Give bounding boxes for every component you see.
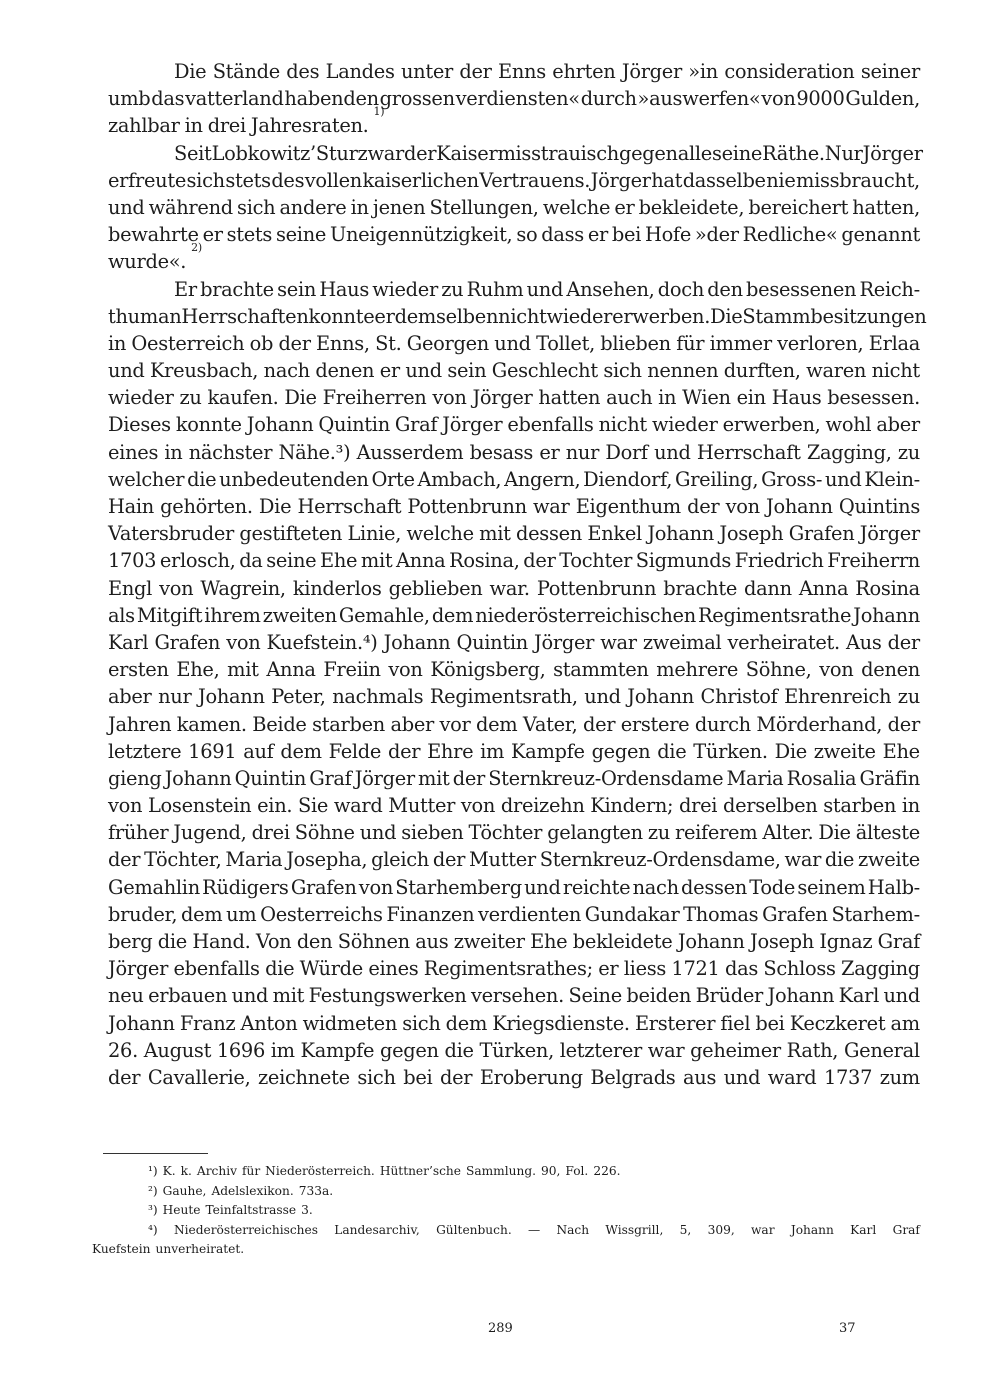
text-line: 26. August 1696 im Kampfe gegen die Türken, letzterer war geheimer Rath, General	[108, 1038, 920, 1062]
footnote-separator	[103, 1153, 208, 1154]
text-line: als Mitgift ihrem zweiten Gemahle, dem niederösterreichischen Regimentsrathe Johann	[108, 603, 920, 627]
text-line: eines in nächster Nähe.³) Ausserdem besass er nur Dorf und Herrschaft Zagging, zu	[108, 440, 920, 464]
text-line: in Oesterreich ob der Enns, St. Georgen und Tollet, blieben für immer verloren, Erlaa	[108, 331, 920, 355]
text-line: Dieses konnte Johann Quintin Graf Jörger ebenfalls nicht wieder erwerben, wohl aber	[108, 413, 920, 437]
text-line: von Losenstein ein. Sie ward Mutter von dreizehn Kindern; drei derselben starben in	[108, 794, 920, 818]
text-line: der Töchter, Maria Josepha, gleich der Mutter Sternkreuz-Ordensdame, war die zweite	[108, 848, 920, 872]
text-line: umb das vatterland habenden grossen verdiensten« durch »auswerfen« von 9000 Gulden,	[108, 87, 920, 111]
text-line: früher Jugend, drei Söhne und sieben Töchter gelangten zu reiferem Alter. Die älteste	[108, 821, 920, 845]
text-line: Seit Lobkowitz’ Sturz war der Kaiser misstrauisch gegen alle seine Räthe. Nur Jörger	[174, 141, 923, 165]
footnote: Kuefstein unverheiratet.	[92, 1242, 245, 1256]
text-line: Vatersbruder gestifteten Linie, welche mit dessen Enkel Johann Joseph Grafen Jörger	[108, 522, 920, 546]
text-line: berg die Hand. Von den Söhnen aus zweiter Ehe bekleidete Johann Joseph Ignaz Graf	[108, 930, 920, 953]
text-line: Engl von Wagrein, kinderlos geblieben war. Pottenbrunn brachte dann Anna Rosina	[108, 576, 920, 600]
text-line: Er brachte sein Haus wieder zu Ruhm und Ansehen, doch den besessenen Reich-	[174, 277, 920, 301]
text-line: wurde«. 2)	[108, 248, 920, 275]
footnote-marker: 1)	[373, 105, 385, 119]
text-line: der Cavallerie, zeichnete sich bei der Eroberung Belgrads aus und ward 1737 zum	[108, 1065, 920, 1089]
footnote-marker: 2)	[191, 241, 202, 255]
text-line: letztere 1691 auf dem Felde der Ehre im Kampfe gegen die Türken. Die zweite Ehe	[108, 739, 920, 763]
text-line: ersten Ehe, mit Anna Freiin von Königsberg, stammten mehrere Söhne, von denen	[108, 658, 920, 682]
text-line: Hain gehörten. Die Herrschaft Pottenbrunn war Eigenthum der von Johann Quintins	[108, 495, 920, 518]
footnote: ²) Gauhe, Adelslexikon. 733a.	[148, 1183, 334, 1198]
text-line: Jahren kamen. Beide starben aber vor dem Vater, der erstere durch Mörderhand, der	[108, 712, 920, 736]
text-line: Gemahlin Rüdigers Grafen von Starhemberg und reichte nach dessen Tode seinem Halb-	[108, 875, 920, 899]
text-line: Jörger ebenfalls die Würde eines Regimentsrathes; er liess 1721 das Schloss Zagging	[108, 957, 920, 981]
text-line: 1703 erlosch, da seine Ehe mit Anna Rosina, der Tochter Sigmunds Friedrich Freiherrn	[108, 549, 920, 573]
text-line: welcher die unbedeutenden Orte Ambach, Angern, Diendorf, Greiling, Gross- und Klein-	[108, 467, 920, 491]
text-line: Karl Grafen von Kuefstein.⁴) Johann Quintin Jörger war zweimal verheiratet. Aus der	[108, 630, 920, 654]
footnote: ³) Heute Teinfaltstrasse 3.	[148, 1203, 313, 1217]
text-line: bewahrte er stets seine Uneigennützigkeit, so dass er bei Hofe »der Redliche« genannt	[108, 223, 920, 247]
text-line: thum an Herrschaften konnte er demselben nicht wieder erwerben. Die Stammbesitzungen	[108, 304, 927, 328]
text-line: und Kreusbach, nach denen er und sein Geschlecht sich nennen durften, waren nicht	[108, 359, 920, 383]
text-line: und während sich andere in jenen Stellungen, welche er bekleidete, bereichert hatten,	[108, 195, 920, 219]
text-line: bruder, dem um Oesterreichs Finanzen verdienten Gundakar Thomas Grafen Starhem-	[108, 902, 920, 926]
text-line: gieng Johann Quintin Graf Jörger mit der Sternkreuz-Ordensdame Maria Rosalia Gräfin	[108, 766, 920, 790]
text-line: Johann Franz Anton widmeten sich dem Kriegsdienste. Ersterer fiel bei Keczkeret am	[108, 1011, 920, 1035]
text-line: aber nur Johann Peter, nachmals Regimentsrath, und Johann Christof Ehrenreich zu	[108, 685, 920, 709]
text-line: zahlbar in drei Jahresraten. 1)	[108, 112, 920, 139]
page-number: 289	[488, 1321, 513, 1336]
footnote: ¹) K. k. Archiv für Niederösterreich. Hüttner’sche Sammlung. 90, Fol. 226.	[148, 1164, 621, 1178]
text-line: neu erbauen und mit Festungswerken versehen. Seine beiden Brüder Johann Karl und	[108, 984, 920, 1008]
body-text	[108, 58, 927, 1091]
text-line: Die Stände des Landes unter der Enns ehrten Jörger »in consideration seiner	[174, 60, 920, 83]
text-line: wieder zu kaufen. Die Freiherren von Jörger hatten auch in Wien ein Haus besessen.	[108, 386, 920, 410]
footnotes	[92, 1162, 920, 1260]
footnote: ⁴) Niederösterreichisches Landesarchiv, Gültenbuch. — Nach Wissgrill, 5, 309, war Johann Karl Graf	[148, 1222, 920, 1237]
text-line: erfreute sich stets des vollen kaiserlichen Vertrauens. Jörger hat dasselbe nie missbraucht,	[108, 168, 920, 192]
sheet-number: 37	[839, 1321, 856, 1336]
